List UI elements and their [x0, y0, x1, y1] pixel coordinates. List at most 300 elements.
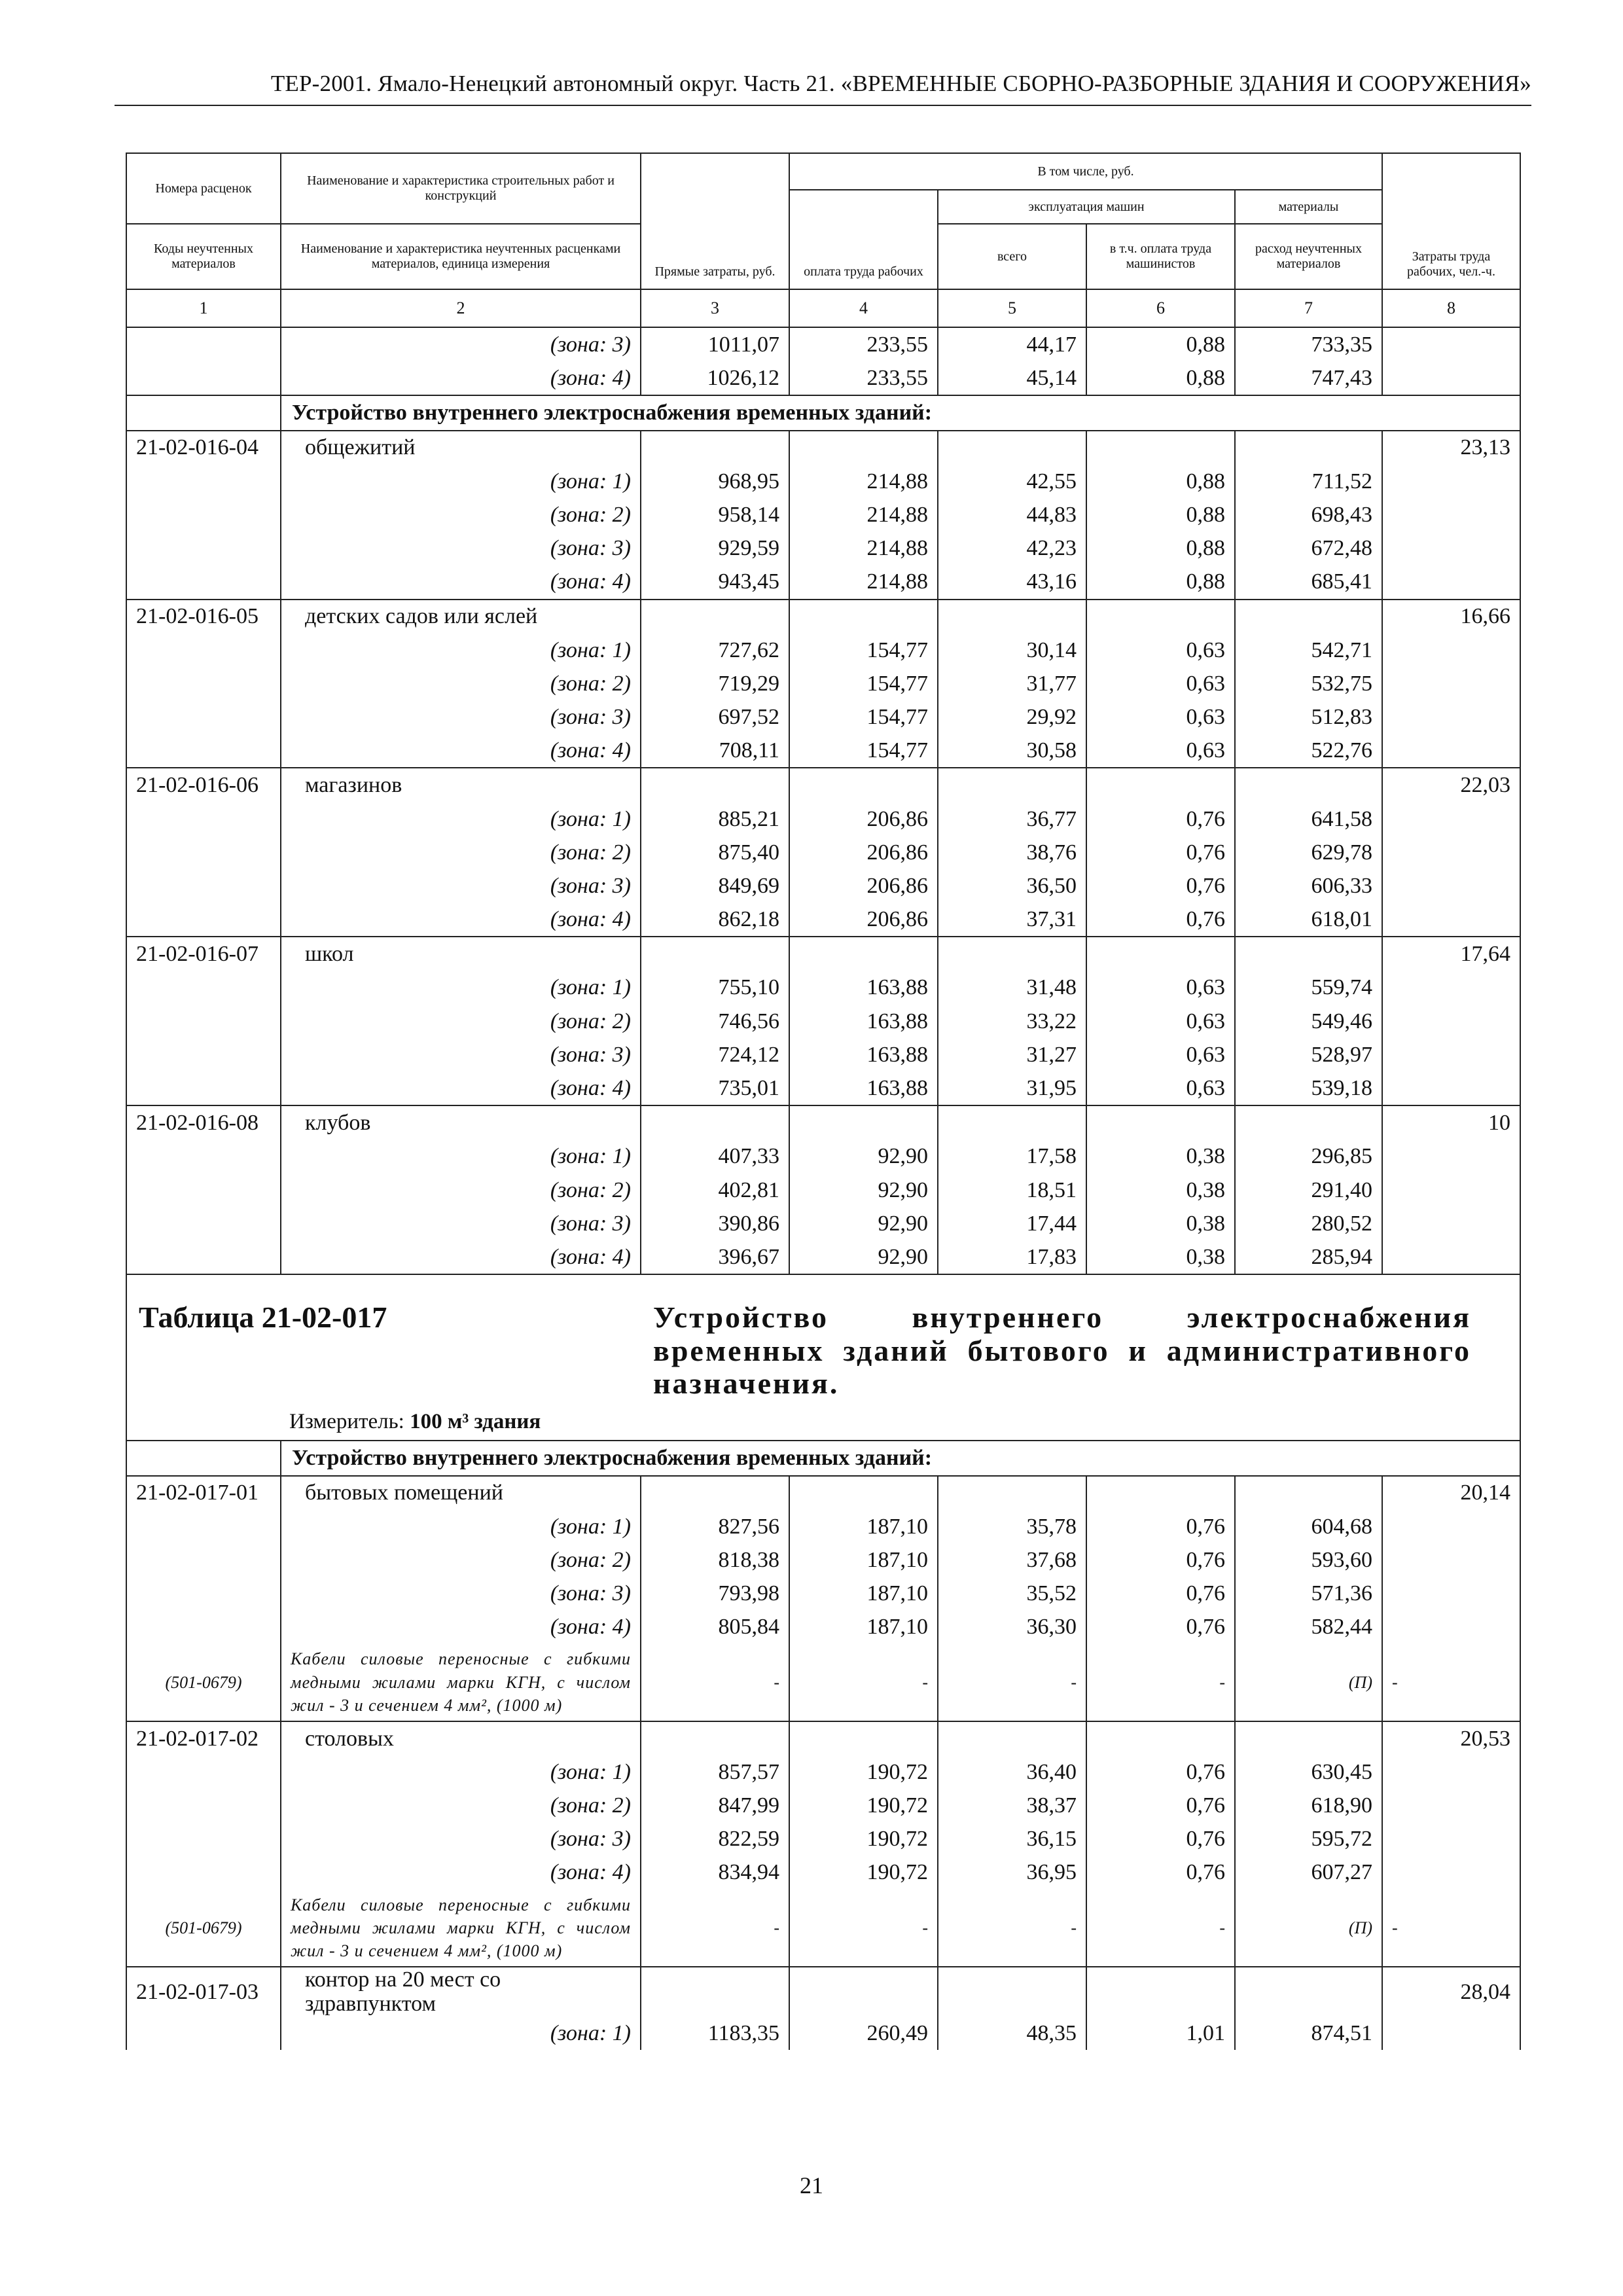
labor-value	[1382, 1577, 1520, 1610]
empty-cell	[938, 1105, 1086, 1139]
zone-label: (зона: 2)	[281, 667, 641, 700]
header-col2-top: Наименование и характеристика строительных работ и конструкций	[281, 153, 641, 224]
material-name: Кабели силовые переносные с гибкими медными жилами марки КГН, с числом жил - 3 и сечением 4 мм², (1000 м)	[281, 1643, 641, 1721]
value-col-5: 42,55	[938, 465, 1086, 498]
empty-cell	[641, 431, 789, 465]
rate-code: 21-02-016-05	[126, 600, 281, 634]
value-col-4: 163,88	[789, 1038, 938, 1071]
value-col-3: 958,14	[641, 498, 789, 531]
column-index-1: 1	[126, 289, 281, 327]
value-col-4: 154,77	[789, 734, 938, 768]
value-col-5: 44,17	[938, 327, 1086, 361]
value-col-4: 260,49	[789, 2017, 938, 2050]
item-header-row	[126, 431, 1520, 465]
table-row	[126, 361, 1520, 395]
material-value-4: -	[789, 1643, 938, 1721]
header-incl: В том числе, руб.	[789, 153, 1382, 190]
value-col-5: 36,95	[938, 1856, 1086, 1889]
labor-value	[1382, 1207, 1520, 1240]
rate-code	[126, 565, 281, 599]
value-col-6: 0,88	[1086, 327, 1235, 361]
zone-label: (зона: 1)	[281, 465, 641, 498]
table-row	[126, 869, 1520, 903]
value-col-7: 522,76	[1235, 734, 1382, 768]
value-col-6: 0,63	[1086, 734, 1235, 768]
zone-label: (зона: 1)	[281, 2017, 641, 2050]
value-col-5: 17,44	[938, 1207, 1086, 1240]
empty-cell	[641, 1105, 789, 1139]
value-col-7: 296,85	[1235, 1140, 1382, 1174]
item-header-row	[126, 1721, 1520, 1755]
table-row	[126, 327, 1520, 361]
item-header-row	[126, 1476, 1520, 1510]
value-col-5: 36,15	[938, 1822, 1086, 1856]
empty-cell	[938, 431, 1086, 465]
header-col2-bottom: Наименование и характеристика неучтенных расценками материалов, единица измерения	[281, 224, 641, 289]
labor-value: 23,13	[1382, 431, 1520, 465]
labor-value	[1382, 1174, 1520, 1207]
header-labor: Затраты труда рабочих, чел.-ч.	[1382, 153, 1520, 289]
empty-cell	[1086, 937, 1235, 971]
value-col-7: 512,83	[1235, 700, 1382, 734]
value-col-7: 539,18	[1235, 1071, 1382, 1105]
value-col-3: 1183,35	[641, 2017, 789, 2050]
value-col-4: 214,88	[789, 498, 938, 531]
value-col-3: 1011,07	[641, 327, 789, 361]
empty-cell	[1086, 1967, 1235, 2017]
empty-cell	[1086, 1476, 1235, 1510]
empty-cell	[938, 1476, 1086, 1510]
zone-label: (зона: 3)	[281, 327, 641, 361]
value-col-7: 606,33	[1235, 869, 1382, 903]
rate-code	[126, 903, 281, 937]
labor-value	[1382, 361, 1520, 395]
value-col-5: 30,58	[938, 734, 1086, 768]
value-col-4: 92,90	[789, 1174, 938, 1207]
group-row	[126, 395, 1520, 430]
column-index-7: 7	[1235, 289, 1382, 327]
labor-value: 20,53	[1382, 1721, 1520, 1755]
empty-cell	[789, 937, 938, 971]
table-row	[126, 1822, 1520, 1856]
labor-value	[1382, 1038, 1520, 1071]
labor-value	[1382, 1610, 1520, 1643]
value-col-3: 402,81	[641, 1174, 789, 1207]
labor-value	[1382, 531, 1520, 565]
zone-label: (зона: 3)	[281, 1207, 641, 1240]
value-col-4: 163,88	[789, 1071, 938, 1105]
rate-code	[126, 1510, 281, 1543]
rate-code	[126, 869, 281, 903]
zone-label: (зона: 2)	[281, 1543, 641, 1577]
value-col-5: 37,68	[938, 1543, 1086, 1577]
rate-code	[126, 498, 281, 531]
labor-value	[1382, 1822, 1520, 1856]
rate-code	[126, 667, 281, 700]
value-col-6: 0,76	[1086, 1856, 1235, 1889]
value-col-7: 528,97	[1235, 1038, 1382, 1071]
item-header-row	[126, 600, 1520, 634]
labor-value	[1382, 869, 1520, 903]
work-name: магазинов	[281, 768, 641, 802]
value-col-7: 630,45	[1235, 1755, 1382, 1789]
work-name: столовых	[281, 1721, 641, 1755]
header-labor-pay: оплата труда рабочих	[789, 190, 938, 289]
value-col-4: 154,77	[789, 700, 938, 734]
labor-value	[1382, 1071, 1520, 1105]
table-row	[126, 700, 1520, 734]
value-col-4: 206,86	[789, 869, 938, 903]
rate-code	[126, 971, 281, 1005]
value-col-4: 214,88	[789, 465, 938, 498]
empty-cell	[789, 1105, 938, 1139]
value-col-6: 0,76	[1086, 802, 1235, 836]
labor-value: 22,03	[1382, 768, 1520, 802]
empty-cell	[789, 1721, 938, 1755]
column-index-8: 8	[1382, 289, 1520, 327]
value-col-3: 968,95	[641, 465, 789, 498]
empty-cell	[938, 600, 1086, 634]
empty-cell	[641, 1476, 789, 1510]
value-col-3: 735,01	[641, 1071, 789, 1105]
empty-cell	[938, 937, 1086, 971]
value-col-3: 827,56	[641, 1510, 789, 1543]
group-title: Устройство внутреннего электроснабжения временных зданий:	[281, 395, 1520, 430]
table-row	[126, 1140, 1520, 1174]
value-col-6: 0,38	[1086, 1240, 1235, 1274]
material-value-8: -	[1382, 1643, 1520, 1721]
zone-label: (зона: 3)	[281, 1038, 641, 1071]
measure-value: 100 м³ здания	[404, 1410, 541, 1434]
empty-cell	[641, 768, 789, 802]
value-col-3: 755,10	[641, 971, 789, 1005]
value-col-6: 0,63	[1086, 1005, 1235, 1038]
material-row	[126, 1890, 1520, 1967]
value-col-3: 885,21	[641, 802, 789, 836]
value-col-7: 285,94	[1235, 1240, 1382, 1274]
table-row	[126, 971, 1520, 1005]
header-machines: эксплуатация машин	[938, 190, 1235, 224]
group-row	[126, 1441, 1520, 1475]
labor-value	[1382, 700, 1520, 734]
value-col-6: 0,88	[1086, 565, 1235, 599]
value-col-4: 206,86	[789, 836, 938, 869]
value-col-3: 862,18	[641, 903, 789, 937]
value-col-3: 822,59	[641, 1822, 789, 1856]
table-row	[126, 2017, 1520, 2050]
material-value-7: (П)	[1235, 1643, 1382, 1721]
labor-value	[1382, 634, 1520, 667]
empty-cell	[789, 600, 938, 634]
labor-value	[1382, 836, 1520, 869]
item-header-row	[126, 1967, 1520, 2017]
table-row	[126, 465, 1520, 498]
labor-value: 20,14	[1382, 1476, 1520, 1510]
material-value-4: -	[789, 1890, 938, 1967]
zone-label: (зона: 2)	[281, 836, 641, 869]
item-header-row	[126, 768, 1520, 802]
value-col-3: 407,33	[641, 1140, 789, 1174]
value-col-3: 849,69	[641, 869, 789, 903]
value-col-7: 291,40	[1235, 1174, 1382, 1207]
empty-cell	[789, 1967, 938, 2017]
value-col-6: 0,76	[1086, 1577, 1235, 1610]
labor-value	[1382, 1510, 1520, 1543]
value-col-5: 31,95	[938, 1071, 1086, 1105]
value-col-5: 17,58	[938, 1140, 1086, 1174]
empty-cell	[126, 395, 281, 430]
table-row	[126, 802, 1520, 836]
value-col-5: 18,51	[938, 1174, 1086, 1207]
value-col-6: 0,76	[1086, 1755, 1235, 1789]
labor-value	[1382, 971, 1520, 1005]
table-title-row	[126, 1274, 1520, 1441]
value-col-7: 532,75	[1235, 667, 1382, 700]
empty-cell	[641, 937, 789, 971]
header-machines-operators: в т.ч. оплата труда машинистов	[1086, 224, 1235, 289]
rate-code: 21-02-016-06	[126, 768, 281, 802]
table-row	[126, 1789, 1520, 1822]
rate-code	[126, 1140, 281, 1174]
value-col-4: 214,88	[789, 565, 938, 599]
value-col-5: 31,48	[938, 971, 1086, 1005]
empty-cell	[1086, 1105, 1235, 1139]
empty-cell	[1086, 431, 1235, 465]
zone-label: (зона: 3)	[281, 531, 641, 565]
rate-code: 21-02-016-07	[126, 937, 281, 971]
value-col-7: 733,35	[1235, 327, 1382, 361]
labor-value	[1382, 1789, 1520, 1822]
header-col1-top: Номера расценок	[126, 153, 281, 224]
value-col-4: 233,55	[789, 327, 938, 361]
value-col-6: 0,38	[1086, 1207, 1235, 1240]
zone-label: (зона: 1)	[281, 1140, 641, 1174]
table-row	[126, 1510, 1520, 1543]
header-rule	[115, 105, 1531, 106]
value-col-4: 206,86	[789, 903, 938, 937]
rate-code	[126, 531, 281, 565]
value-col-7: 595,72	[1235, 1822, 1382, 1856]
zone-label: (зона: 3)	[281, 1822, 641, 1856]
rate-code	[126, 1822, 281, 1856]
rate-code	[126, 1789, 281, 1822]
table-row	[126, 734, 1520, 768]
rate-code	[126, 1240, 281, 1274]
rate-code	[126, 1610, 281, 1643]
material-value-6: -	[1086, 1890, 1235, 1967]
empty-cell	[126, 1441, 281, 1475]
value-col-4: 92,90	[789, 1240, 938, 1274]
table-row	[126, 903, 1520, 937]
value-col-7: 618,01	[1235, 903, 1382, 937]
rate-code: 21-02-016-04	[126, 431, 281, 465]
zone-label: (зона: 4)	[281, 903, 641, 937]
table-row	[126, 1610, 1520, 1643]
value-col-5: 37,31	[938, 903, 1086, 937]
labor-value	[1382, 2017, 1520, 2050]
zone-label: (зона: 2)	[281, 1174, 641, 1207]
zone-label: (зона: 4)	[281, 565, 641, 599]
value-col-6: 0,63	[1086, 700, 1235, 734]
zone-label: (зона: 3)	[281, 869, 641, 903]
table-row	[126, 565, 1520, 599]
rate-code	[126, 465, 281, 498]
zone-label: (зона: 4)	[281, 734, 641, 768]
labor-value	[1382, 903, 1520, 937]
value-col-3: 793,98	[641, 1577, 789, 1610]
zone-label: (зона: 2)	[281, 1789, 641, 1822]
value-col-6: 0,76	[1086, 836, 1235, 869]
rate-code: 21-02-017-01	[126, 1476, 281, 1510]
value-col-4: 206,86	[789, 802, 938, 836]
rate-code	[126, 361, 281, 395]
value-col-3: 857,57	[641, 1755, 789, 1789]
rate-code	[126, 327, 281, 361]
value-col-6: 0,76	[1086, 1822, 1235, 1856]
value-col-7: 593,60	[1235, 1543, 1382, 1577]
labor-value	[1382, 565, 1520, 599]
rate-code	[126, 802, 281, 836]
rates-table	[126, 152, 1521, 2050]
labor-value: 16,66	[1382, 600, 1520, 634]
rate-code	[126, 1071, 281, 1105]
value-col-3: 875,40	[641, 836, 789, 869]
value-col-4: 163,88	[789, 1005, 938, 1038]
empty-cell	[789, 1476, 938, 1510]
value-col-3: 396,67	[641, 1240, 789, 1274]
zone-label: (зона: 2)	[281, 498, 641, 531]
value-col-5: 48,35	[938, 2017, 1086, 2050]
value-col-4: 214,88	[789, 531, 938, 565]
table-row	[126, 531, 1520, 565]
value-col-6: 0,63	[1086, 971, 1235, 1005]
material-value-3: -	[641, 1890, 789, 1967]
value-col-3: 1026,12	[641, 361, 789, 395]
empty-cell	[1235, 1967, 1382, 2017]
labor-value	[1382, 1005, 1520, 1038]
value-col-3: 834,94	[641, 1856, 789, 1889]
value-col-5: 38,76	[938, 836, 1086, 869]
empty-cell	[938, 1967, 1086, 2017]
value-col-7: 685,41	[1235, 565, 1382, 599]
empty-cell	[1086, 600, 1235, 634]
empty-cell	[1235, 1105, 1382, 1139]
column-index-2: 2	[281, 289, 641, 327]
value-col-5: 43,16	[938, 565, 1086, 599]
value-col-7: 604,68	[1235, 1510, 1382, 1543]
header-col3: Прямые затраты, руб.	[641, 153, 789, 289]
value-col-3: 805,84	[641, 1610, 789, 1643]
value-col-7: 280,52	[1235, 1207, 1382, 1240]
labor-value	[1382, 667, 1520, 700]
labor-value: 17,64	[1382, 937, 1520, 971]
value-col-5: 29,92	[938, 700, 1086, 734]
empty-cell	[641, 1967, 789, 2017]
column-index-row	[126, 289, 1520, 327]
labor-value	[1382, 734, 1520, 768]
value-col-3: 818,38	[641, 1543, 789, 1577]
value-col-6: 0,76	[1086, 1543, 1235, 1577]
running-head: ТЕР-2001. Ямало-Ненецкий автономный округ. Часть 21. «ВРЕМЕННЫЕ СБОРНО-РАЗБОРНЫЕ ЗДАНИЯ И СООРУЖЕНИЯ»	[270, 71, 1531, 96]
table-row	[126, 1856, 1520, 1889]
value-col-4: 92,90	[789, 1207, 938, 1240]
value-col-3: 727,62	[641, 634, 789, 667]
labor-value	[1382, 498, 1520, 531]
table-row	[126, 498, 1520, 531]
value-col-7: 747,43	[1235, 361, 1382, 395]
value-col-6: 0,63	[1086, 1071, 1235, 1105]
page-number: 21	[800, 2172, 823, 2198]
value-col-5: 38,37	[938, 1789, 1086, 1822]
labor-value	[1382, 1543, 1520, 1577]
value-col-5: 35,78	[938, 1510, 1086, 1543]
empty-cell	[641, 600, 789, 634]
rate-code	[126, 836, 281, 869]
item-header-row	[126, 1105, 1520, 1139]
value-col-5: 45,14	[938, 361, 1086, 395]
value-col-5: 30,14	[938, 634, 1086, 667]
empty-cell	[938, 768, 1086, 802]
column-index-4: 4	[789, 289, 938, 327]
rate-code	[126, 1543, 281, 1577]
value-col-3: 708,11	[641, 734, 789, 768]
header-col1-bottom: Коды неучтенных материалов	[126, 224, 281, 289]
rate-code: 21-02-017-02	[126, 1721, 281, 1755]
table-title-cell	[126, 1274, 1520, 1441]
value-col-6: 0,76	[1086, 903, 1235, 937]
zone-label: (зона: 4)	[281, 1610, 641, 1643]
value-col-7: 559,74	[1235, 971, 1382, 1005]
value-col-6: 0,76	[1086, 1610, 1235, 1643]
header-materials-use: расход неучтенных материалов	[1235, 224, 1382, 289]
table-row	[126, 1174, 1520, 1207]
rate-code	[126, 634, 281, 667]
table-description: Устройство внутреннего электроснабжения временных зданий бытового и административного назначения.	[653, 1300, 1471, 1401]
zone-label: (зона: 3)	[281, 1577, 641, 1610]
value-col-5: 36,30	[938, 1610, 1086, 1643]
value-col-4: 187,10	[789, 1510, 938, 1543]
value-col-3: 390,86	[641, 1207, 789, 1240]
column-index-5: 5	[938, 289, 1086, 327]
empty-cell	[1086, 1721, 1235, 1755]
empty-cell	[1235, 768, 1382, 802]
zone-label: (зона: 1)	[281, 802, 641, 836]
material-value-8: -	[1382, 1890, 1520, 1967]
labor-value	[1382, 1140, 1520, 1174]
value-col-7: 549,46	[1235, 1005, 1382, 1038]
table-row	[126, 1071, 1520, 1105]
value-col-5: 31,77	[938, 667, 1086, 700]
value-col-3: 724,12	[641, 1038, 789, 1071]
value-col-5: 36,50	[938, 869, 1086, 903]
value-col-6: 0,63	[1086, 1038, 1235, 1071]
rate-code	[126, 1174, 281, 1207]
table-row	[126, 1207, 1520, 1240]
material-code: (501-0679)	[126, 1890, 281, 1967]
zone-label: (зона: 1)	[281, 1755, 641, 1789]
value-col-7: 641,58	[1235, 802, 1382, 836]
value-col-4: 187,10	[789, 1543, 938, 1577]
value-col-5: 33,22	[938, 1005, 1086, 1038]
value-col-6: 0,88	[1086, 531, 1235, 565]
rate-code	[126, 2017, 281, 2050]
rate-code	[126, 1577, 281, 1610]
work-name: детских садов или яслей	[281, 600, 641, 634]
empty-cell	[641, 1721, 789, 1755]
value-col-3: 719,29	[641, 667, 789, 700]
zone-label: (зона: 4)	[281, 1240, 641, 1274]
material-row	[126, 1643, 1520, 1721]
